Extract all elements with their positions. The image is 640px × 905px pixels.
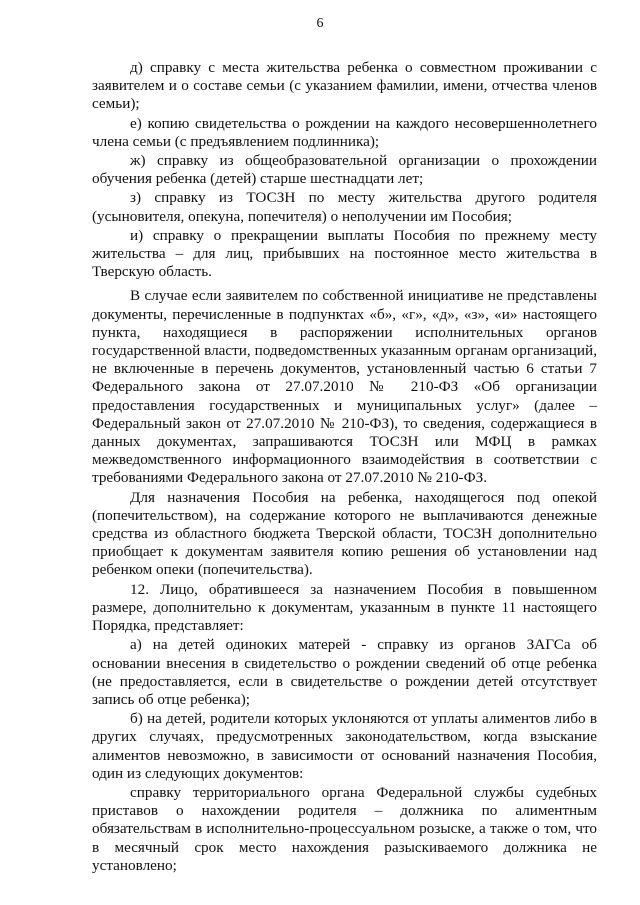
paragraph-i-termination-certificate: и) справку о прекращении выплаты Пособия по прежнему месту жительства – для лиц, прибывших на постоянное место жительства в Тверскую область. — [92, 226, 597, 281]
paragraph-interagency-requests: В случае если заявителем по собственной инициативе не представлены документы, перечисленные в подпунктах «б», «г», «д», «з», «и» настоящего пункта, находящиеся в распоряжении исполнительных органов государственной власти, подведомственных указанным органам организаций, не включенные в перечень документов, установленный частью 6 статьи 7 Федерального закона от 27.07.2010 № 210-ФЗ «Об организации предоставления государственных и муниципальных услуг» (далее – Федеральный закон от 27.07.2010 № 210-ФЗ), то сведения, содержащиеся в данных документах, запрашиваются ТОСЗН или МФЦ в рамках межведомственного информационного взаимодействия в соответствии с требованиями Федерального закона от 27.07.2010 № 210-ФЗ. — [92, 287, 597, 487]
paragraph-12-increased-allowance: 12. Лицо, обратившееся за назначением Пособия в повышенном размере, дополнительно к документам, указанным в пункте 11 настоящего Порядка, представляет: — [92, 580, 597, 635]
paragraph-bailiff-certificate: справку территориального органа Федеральной службы судебных приставов о нахождении родителя – должника по алиментным обязательствам в исполнительно-процессуальном розыске, а также о том, что в месячный срок место нахождения разыскиваемого должника не установлено; — [92, 783, 597, 874]
paragraph-a-single-mothers: а) на детей одиноких матерей - справку из органов ЗАГСа об основании внесения в свидетельство о рождении сведений об отце ребенка (не предоставляется, если в свидетельстве о рождении детей отсутствует запись об отце ребенка); — [92, 636, 597, 708]
paragraph-guardianship: Для назначения Пособия на ребенка, находящегося под опекой (попечительством), на содержание которого не выплачиваются денежные средства из областного бюджета Тверской области, ТОСЗН дополнительно приобщает к документам заявителя копию решения об установлении над ребенком опеки (попечительства). — [92, 488, 597, 579]
paragraph-d-residence-certificate: д) справку с места жительства ребенка о совместном проживании с заявителем и о составе семьи (с указанием фамилии, имени, отчества членов семьи); — [92, 59, 597, 113]
paragraph-b-alimony-evasion: б) на детей, родители которых уклоняются от уплаты алиментов либо в других случаях, предусмотренных законодательством, когда взыскание алиментов невозможно, в зависимости от оснований назначения Пособия, один из следующих документов: — [92, 710, 597, 782]
paragraph-e-birth-certificate-copy: е) копию свидетельства о рождении на каждого несовершеннолетнего члена семьи (с предъявлением подлинника); — [92, 114, 597, 150]
paragraph-z-other-parent-certificate: з) справку из ТОСЗН по месту жительства другого родителя (усыновителя, опекуна, попечителя) о неполучении им Пособия; — [92, 189, 597, 225]
document-body — [92, 59, 597, 875]
paragraph-zh-school-certificate: ж) справку из общеобразовательной организации о прохождении обучения ребенка (детей) старше шестнадцати лет; — [92, 152, 597, 188]
page-number: 6 — [316, 16, 324, 31]
